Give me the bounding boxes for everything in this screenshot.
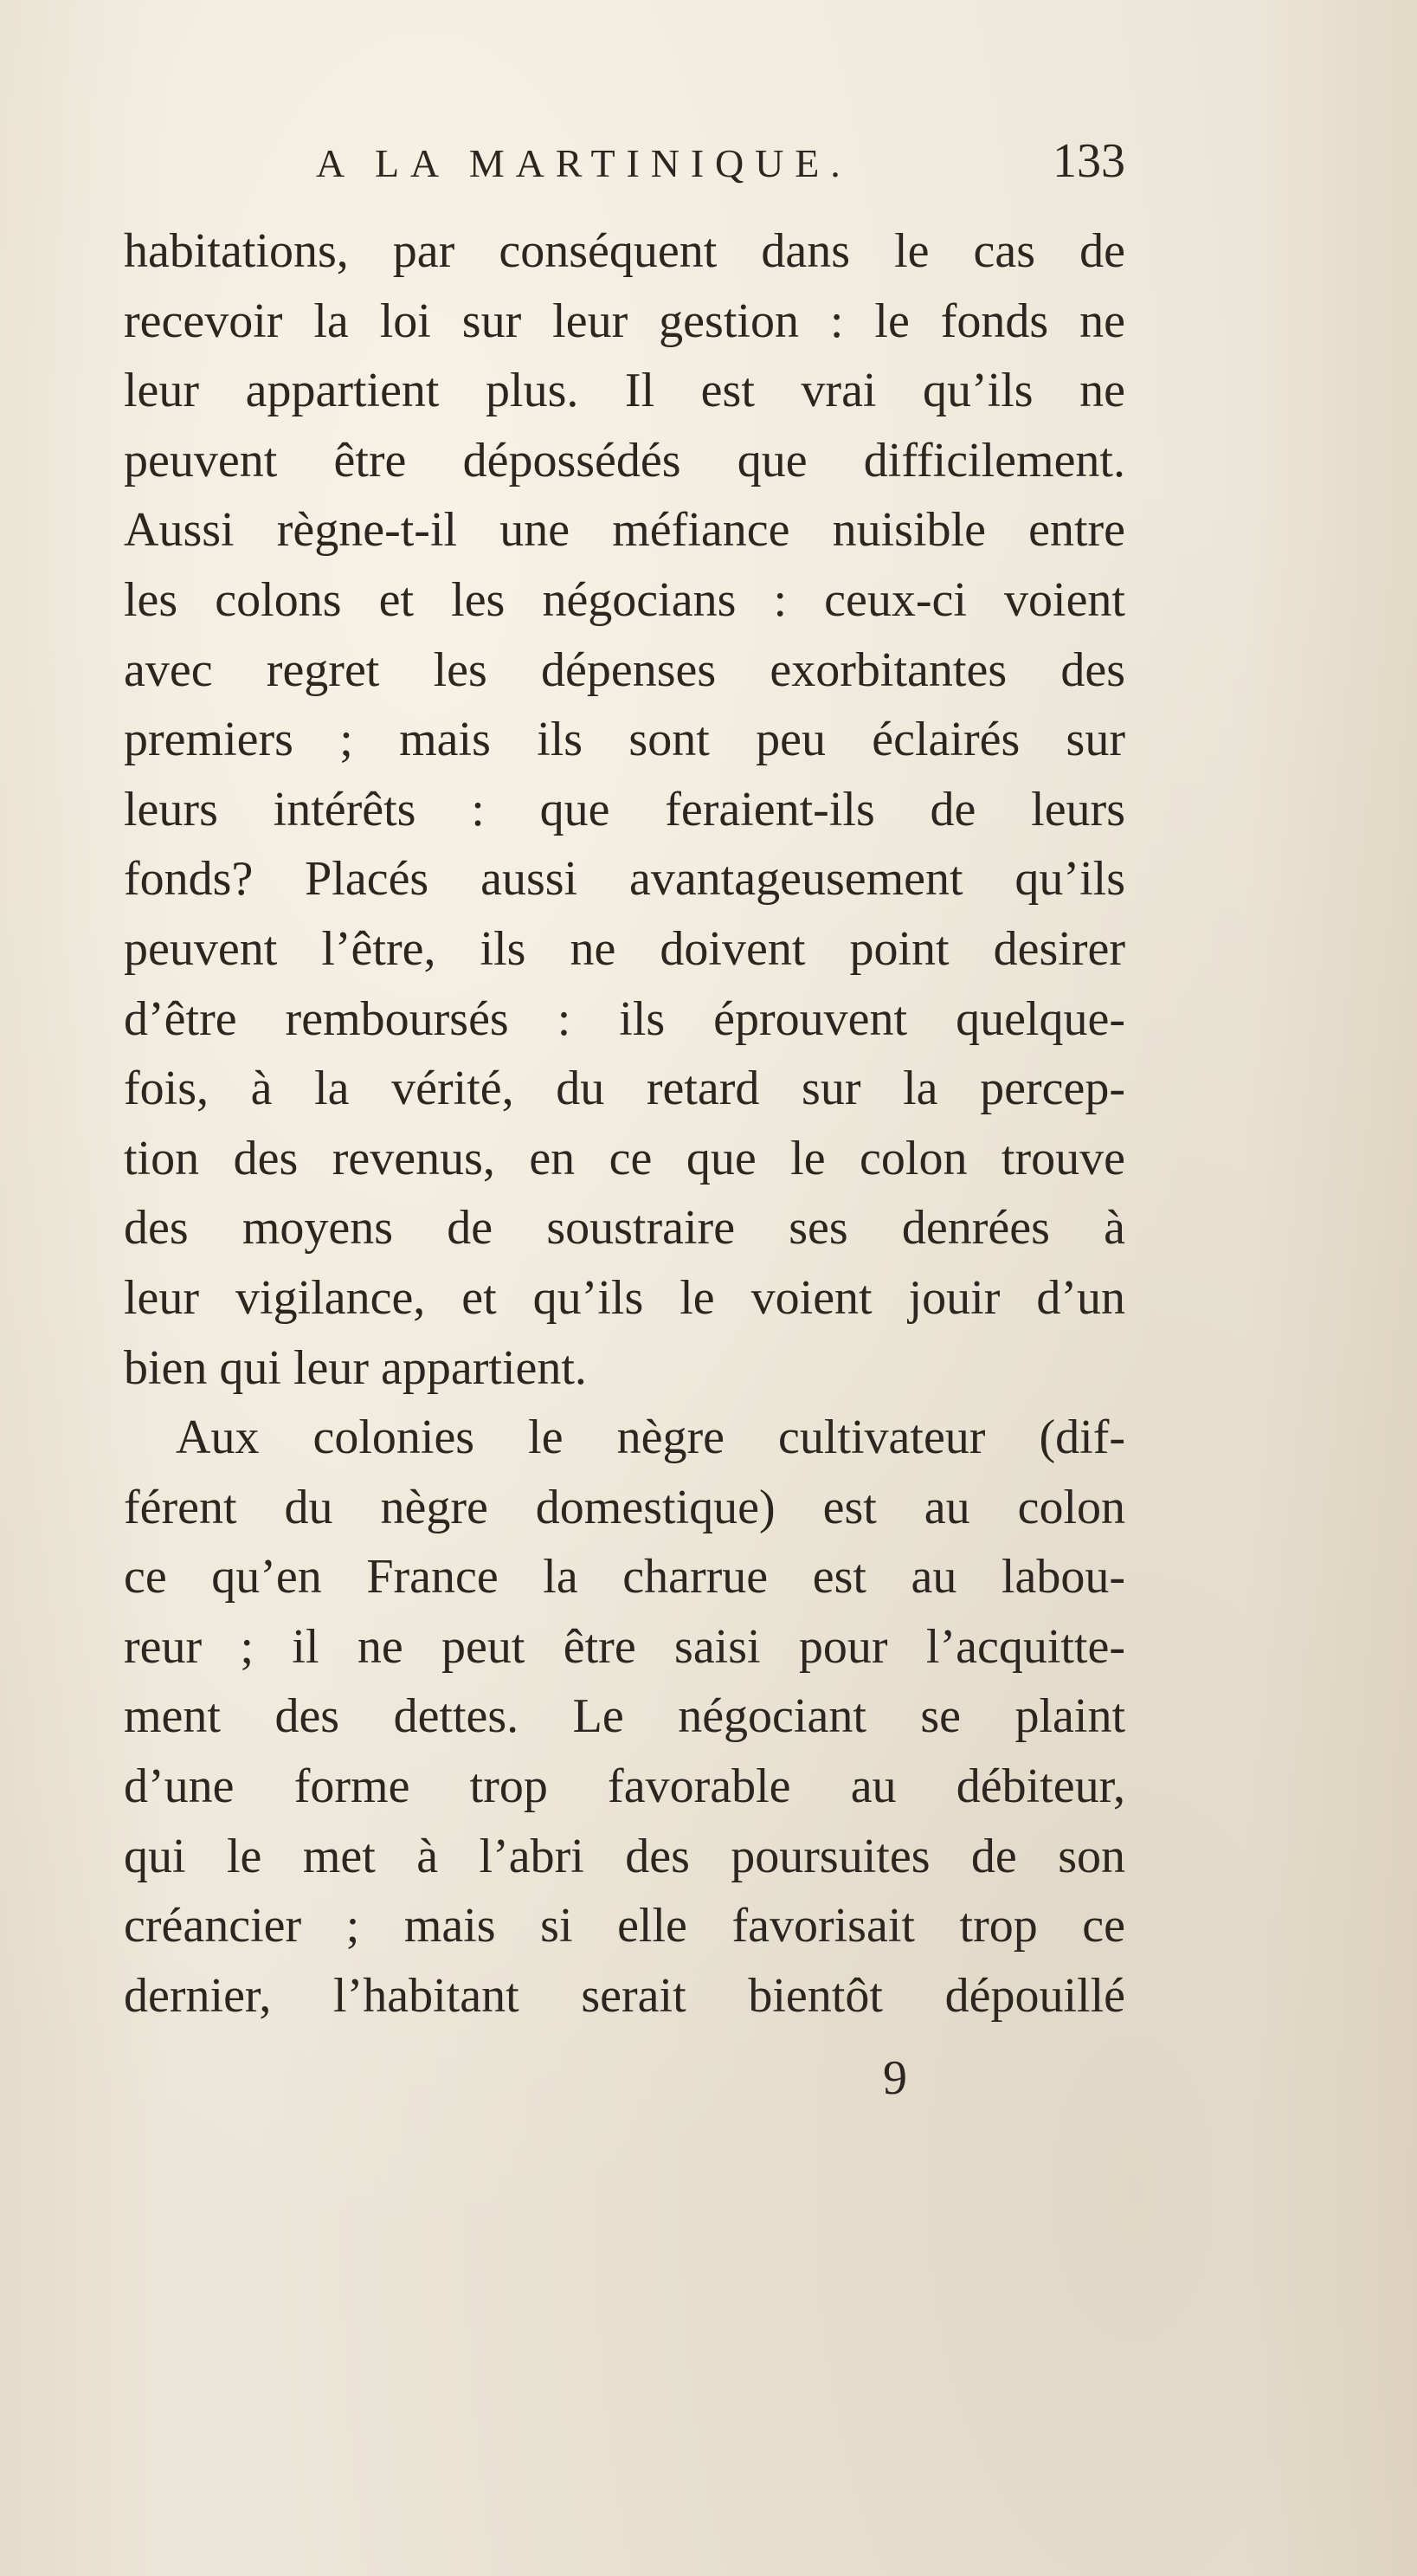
text-line: bien qui leur appartient. xyxy=(124,1340,587,1395)
text-line: leur vigilance, et qu’ils le voient jouir d’un xyxy=(124,1270,1125,1325)
text-line: qui le met à l’abri des poursuites de son xyxy=(124,1829,1125,1883)
text-line: tion des revenus, en ce que le colon trouve xyxy=(124,1131,1125,1185)
text-line: fonds? Placés aussi avantageusement qu’ils xyxy=(124,852,1125,907)
text-line: Aussi règne-t-il une méfiance nuisible entre xyxy=(124,503,1125,558)
text-line: reur ; il ne peut être saisi pour l’acquitte- xyxy=(124,1619,1125,1674)
text-line: leur appartient plus. Il est vrai qu’ils ne xyxy=(124,364,1125,418)
text-line: habitations, par conséquent dans le cas de xyxy=(124,224,1125,278)
page-number: 133 xyxy=(1053,134,1125,188)
text-line: férent du nègre domestique) est au colon xyxy=(124,1480,1125,1534)
text-line: créancier ; mais si elle favorisait trop ce xyxy=(124,1899,1125,1953)
text-line: leurs intérêts : que feraient-ils de leurs xyxy=(124,782,1125,836)
text-line: premiers ; mais ils sont peu éclairés sur xyxy=(124,713,1125,767)
text-line: ce qu’en France la charrue est au labou- xyxy=(124,1550,1125,1604)
text-line: peuvent être dépossédés que difficilement. xyxy=(124,433,1125,487)
text-line: fois, à la vérité, du retard sur la percep- xyxy=(124,1062,1125,1116)
text-line: recevoir la loi sur leur gestion : le fonds ne xyxy=(124,294,1125,348)
text-line: peuvent l’être, ils ne doivent point desirer xyxy=(124,921,1125,976)
paragraph-start-line: Aux colonies le nègre cultivateur (dif- xyxy=(176,1411,1125,1465)
running-title: A LA MARTINIQUE. xyxy=(316,141,852,185)
text-line: ment des dettes. Le négociant se plaint xyxy=(124,1689,1125,1744)
text-line: dernier, l’habitant serait bientôt dépouillé xyxy=(124,1968,1125,2023)
text-line: d’une forme trop favorable au débiteur, xyxy=(124,1759,1125,1814)
signature-mark: 9 xyxy=(883,2051,907,2105)
text-line: des moyens de soustraire ses denrées à xyxy=(124,1201,1125,1256)
text-line: d’être remboursés : ils éprouvent quelque- xyxy=(124,991,1125,1046)
text-line: avec regret les dépenses exorbitantes des xyxy=(124,642,1125,697)
text-line: les colons et les négocians : ceux-ci voient xyxy=(124,572,1125,627)
body-text xyxy=(124,216,1125,2030)
